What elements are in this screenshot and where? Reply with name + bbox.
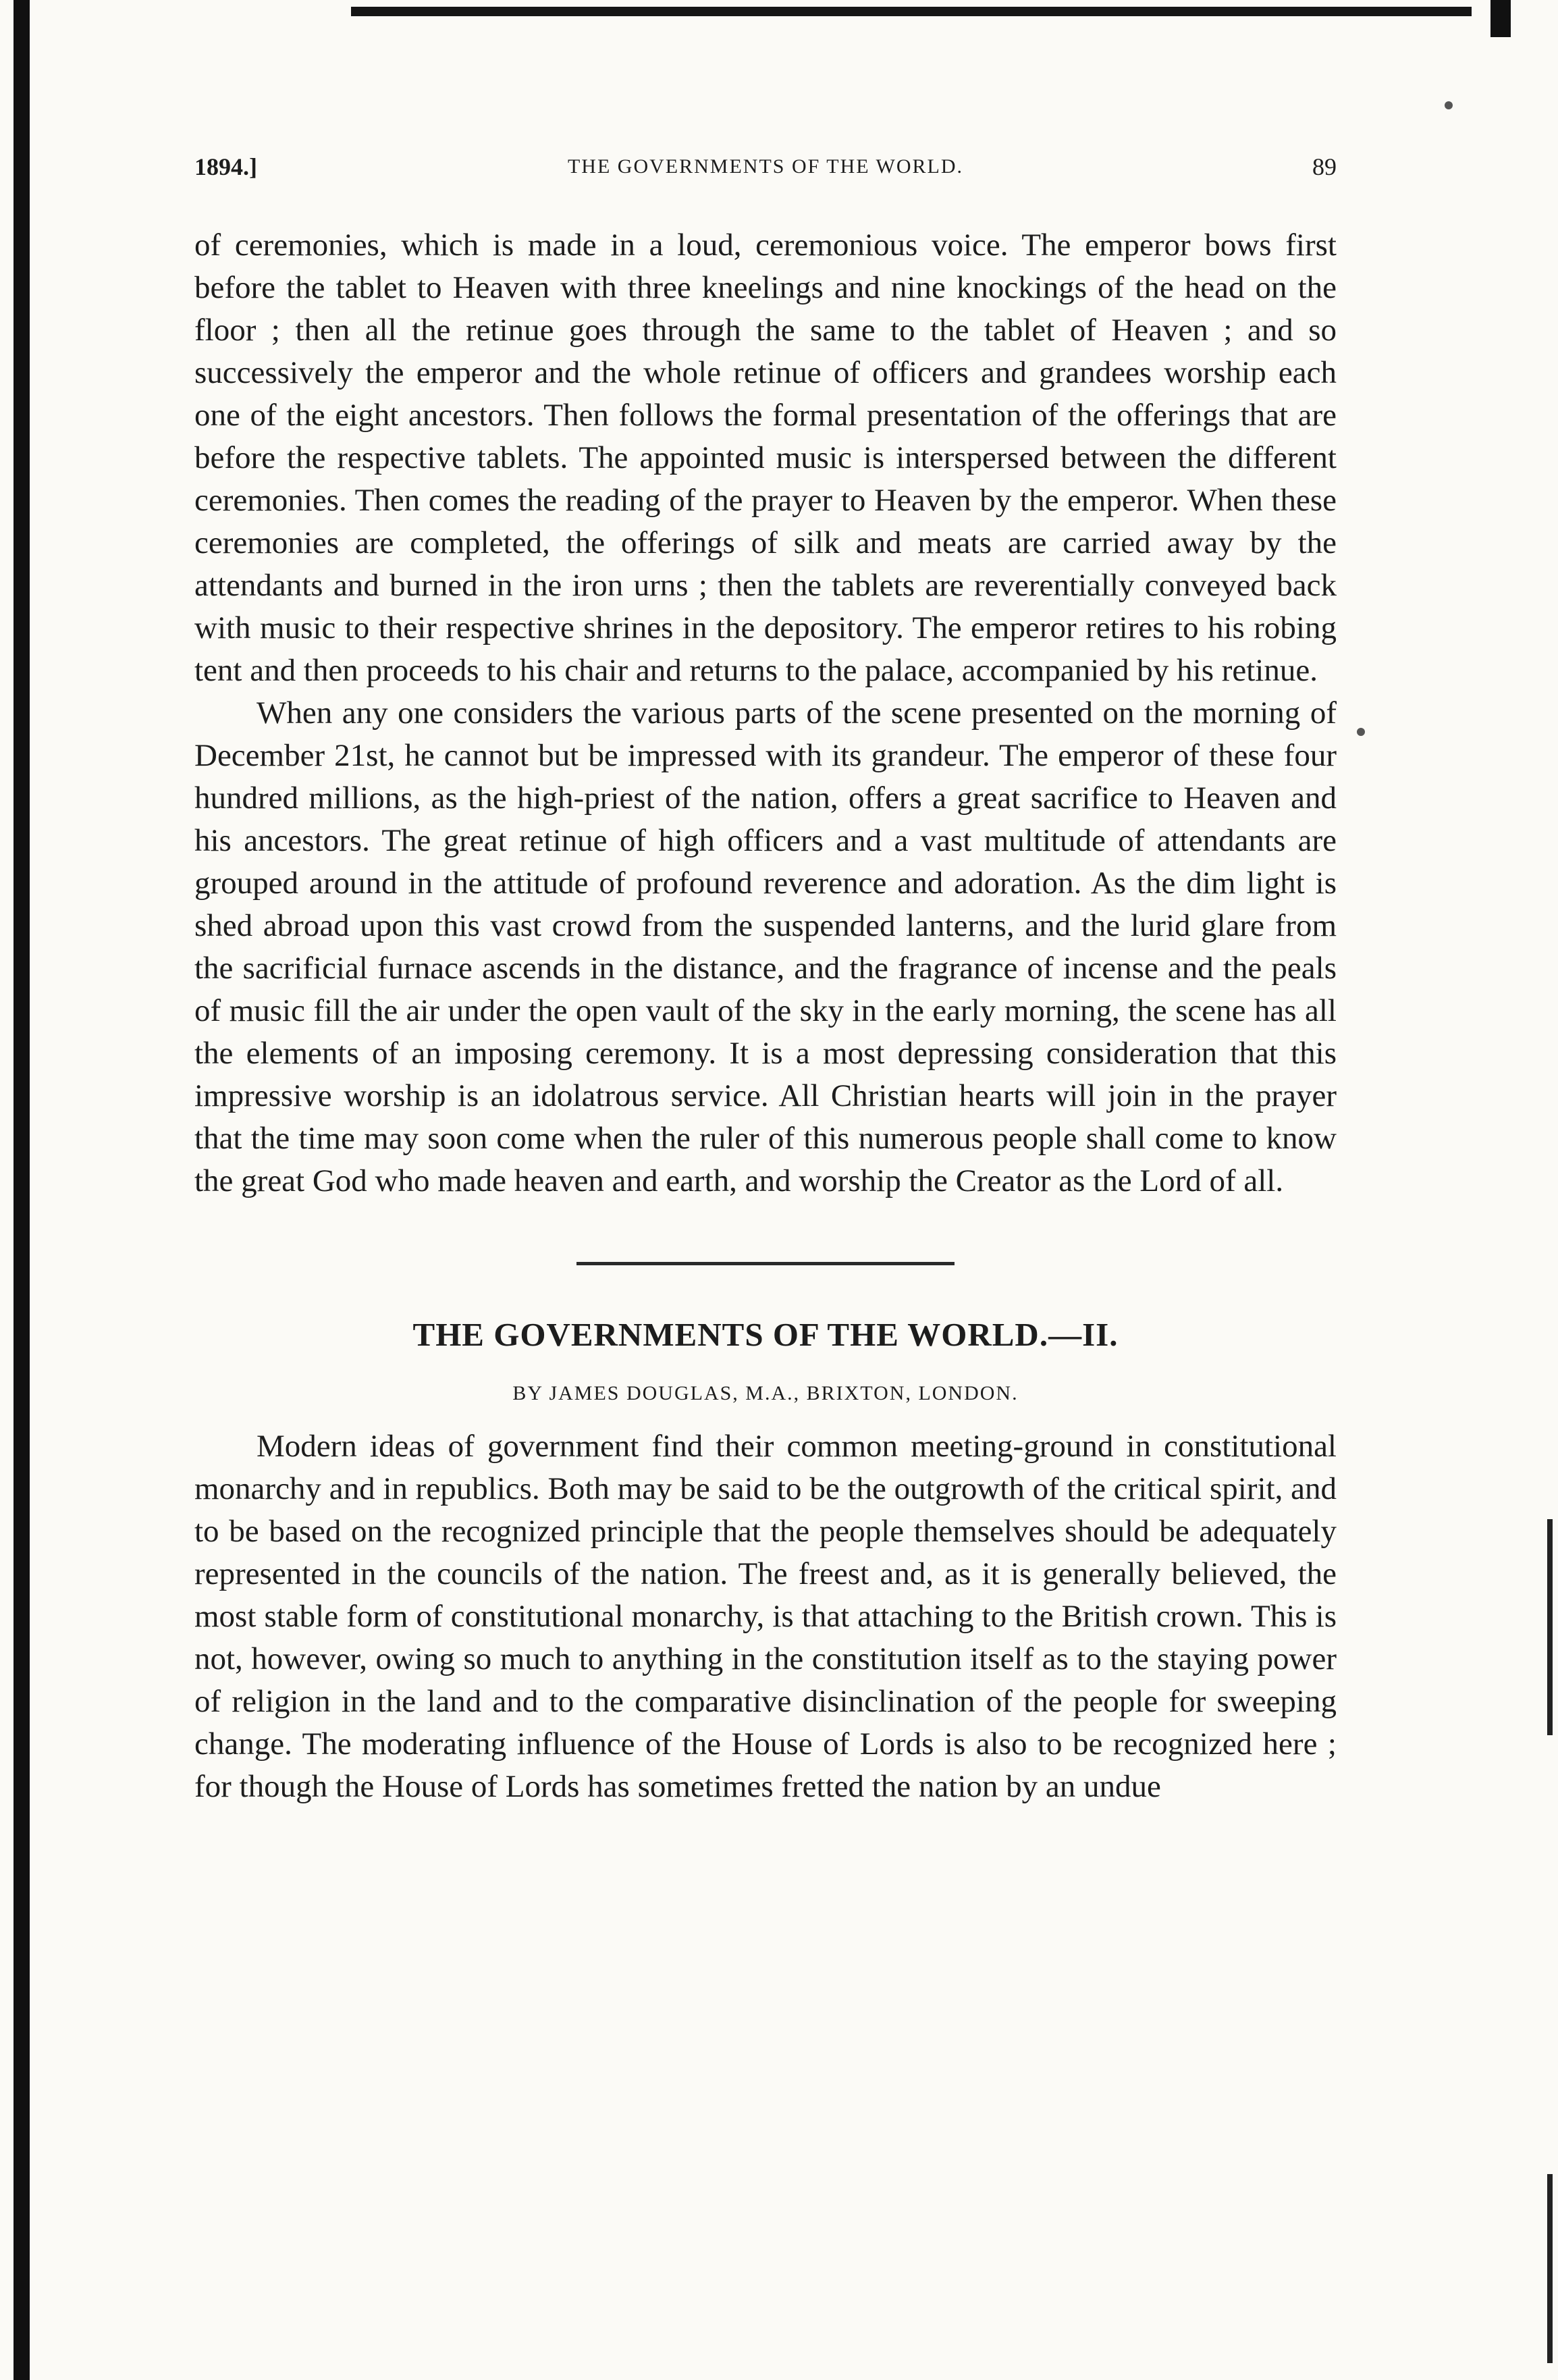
header-running-title: THE GOVERNMENTS OF THE WORLD. [567,155,964,178]
scan-border-right-lower [1547,2174,1553,2363]
article-byline: BY JAMES DOUGLAS, M.A., BRIXTON, LONDON. [512,1382,1019,1404]
scan-speck [1445,101,1453,109]
section-divider [576,1262,955,1265]
scan-border-left [14,0,30,2380]
page-body [194,224,1337,1808]
body-paragraph: When any one considers the various parts of the scene presented on the morning of December 21st, he cannot but be impressed with its grandeur. The emperor of these four hundred millions, as the high-priest of the nation, offers a great sacrifice to Heaven and his ancestors. The great retinue of high officers and a vast multitude of attendants are grouped around in the attitude of profound reverence and adoration. As the dim light is shed abroad upon this vast crowd from the suspended lanterns, and the lurid glare from the sacrificial furnace ascends in the distance, and the fragrance of incense and the peals of music fill the air under the open vault of the sky in the early morning, the scene has all the elements of an imposing ceremony. It is a most depressing consideration that this impressive worship is an idolatrous service. All Christian hearts will join in the prayer that the time may soon come when the ruler of this numerous people shall come to know the great God who made heaven and earth, and worship the Creator as the Lord of all. [194,695,1337,1198]
scan-border-top-right [1490,0,1511,37]
scan-border-right [1547,1519,1553,1735]
article-paragraph: Modern ideas of government find their common meeting-ground in constitutional monarchy and in republics. Both may be said to be the outgrowth of the critical spirit, and to be based on the recognized principle that the people themselves should be adequately represented in the councils of the nation. The freest and, as it is generally believed, the most stable form of constitutional monarchy, is that attaching to the British crown. This is not, however, owing so much to anything in the constitution itself as to the staying power of religion in the land and to the comparative disinclination of the people for sweeping change. The moderating influence of the House of Lords is also to be recognized here ; for though the House of Lords has sometimes fretted the nation by an undue [194,1429,1337,1804]
scan-border-top [351,7,1472,16]
continued-paragraph: of ceremonies, which is made in a loud, ceremonious voice. The emperor bows first before the tablet to Heaven with three kneelings and nine knockings of the head on the floor ; then all the retinue goes through the same to the tablet of Heaven ; and so successively the emperor and the whole retinue of officers and grandees worship each one of the eight ancestors. Then follows the formal presentation of the offerings that are before the respective tablets. The appointed music is interspersed between the different ceremonies. Then comes the reading of the prayer to Heaven by the emperor. When these ceremonies are completed, the offerings of silk and meats are carried away by the attendants and burned in the iron urns ; then the tablets are reverentially conveyed back with music to their respective shrines in the depository. The emperor retires to his robing tent and then proceeds to his chair and returns to the palace, accompanied by his retinue. [194,228,1337,688]
header-page-number: 89 [1312,153,1337,180]
running-header [194,153,1337,193]
header-year: 1894.] [194,153,257,180]
scan-speck [1357,728,1365,736]
article-title: THE GOVERNMENTS OF THE WORLD.—II. [412,1316,1119,1353]
